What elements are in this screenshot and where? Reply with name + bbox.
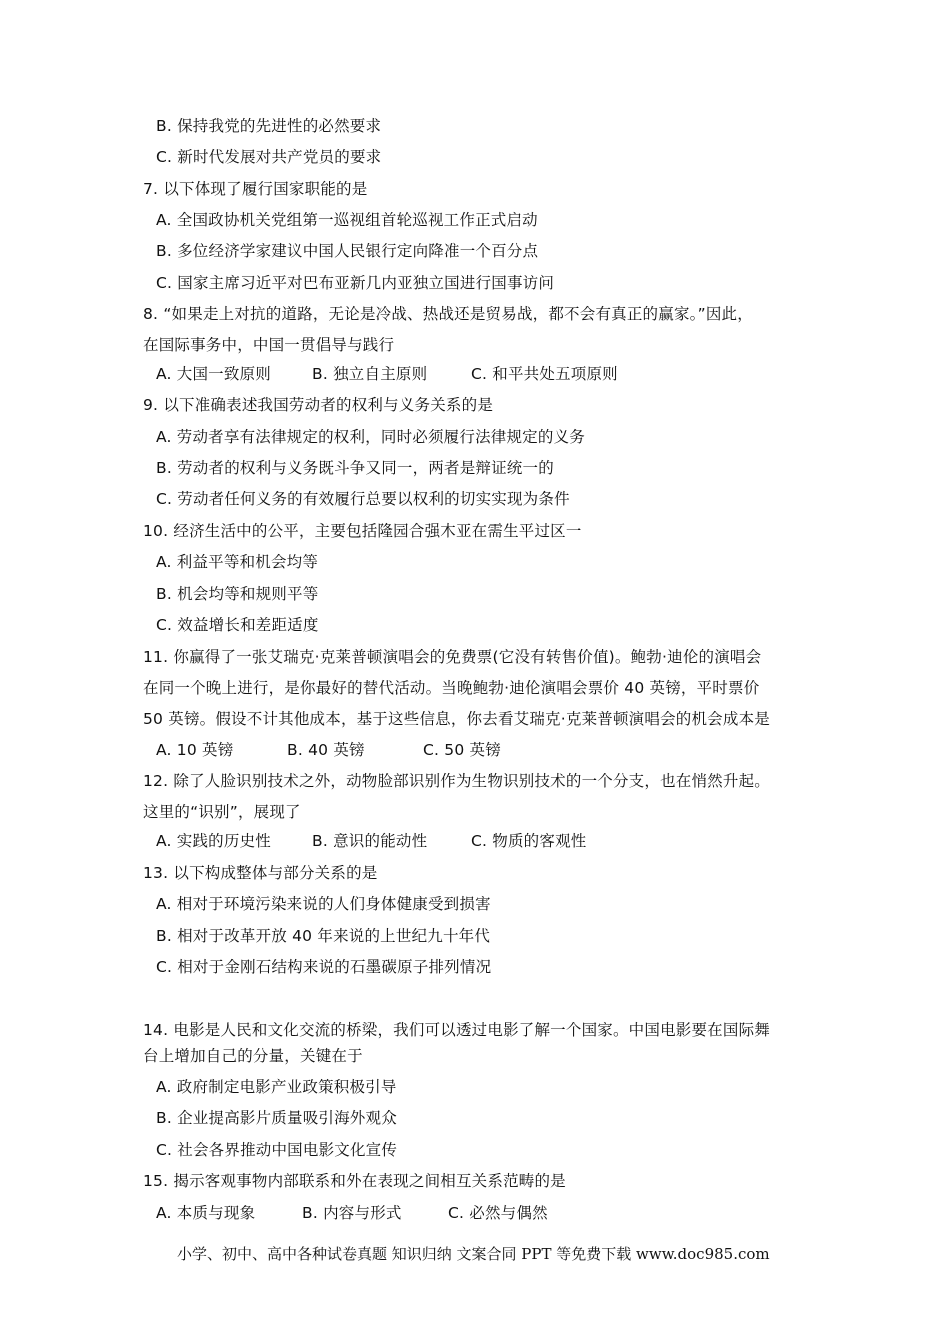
q11-option-a: A. 10 英镑	[156, 741, 234, 759]
q14-stem-line1: 14. 电影是人民和文化交流的桥梁，我们可以透过电影了解一个国家。中国电影要在国际舞	[143, 1021, 770, 1039]
q15-option-a: A. 本质与现象	[156, 1204, 256, 1222]
q8-option-c: C. 和平共处五项原则	[471, 365, 618, 383]
q12-option-b: B. 意识的能动性	[312, 832, 428, 850]
q13-option-a: A. 相对于环境污染来说的人们身体健康受到损害	[156, 895, 491, 913]
q15-option-b: B. 内容与形式	[302, 1204, 402, 1222]
q7-stem: 7. 以下体现了履行国家职能的是	[143, 180, 368, 198]
q12-stem-line2: 这里的“识别”，展现了	[143, 803, 301, 821]
q12-stem-line1: 12. 除了人脸识别技术之外，动物脸部识别作为生物识别技术的一个分支，也在悄然升起。	[143, 772, 770, 790]
q12-option-a: A. 实践的历史性	[156, 832, 271, 850]
q12-option-c: C. 物质的客观性	[471, 832, 587, 850]
q14-stem-line2: 台上增加自己的分量，关键在于	[143, 1047, 363, 1065]
q8-option-a: A. 大国一致原则	[156, 365, 271, 383]
q10-option-b: B. 机会均等和规则平等	[156, 585, 319, 603]
q13-stem: 13. 以下构成整体与部分关系的是	[143, 864, 378, 882]
q7-option-b: B. 多位经济学家建议中国人民银行定向降准一个百分点	[156, 242, 539, 260]
q15-stem: 15. 揭示客观事物内部联系和外在表现之间相互关系范畴的是	[143, 1172, 566, 1190]
q11-option-c: C. 50 英镑	[423, 741, 501, 759]
page-footer: 小学、初中、高中各种试卷真题 知识归纳 文案合同 PPT 等免费下载 www.doc985.com	[177, 1245, 770, 1263]
q15-option-c: C. 必然与偶然	[448, 1204, 548, 1222]
q7-option-a: A. 全国政协机关党组第一巡视组首轮巡视工作正式启动	[156, 211, 538, 229]
q8-stem-line1: 8. “如果走上对抗的道路，无论是冷战、热战还是贸易战，都不会有真正的赢家。”因此，	[143, 305, 753, 323]
q9-option-b: B. 劳动者的权利与义务既斗争又同一，两者是辩证统一的	[156, 459, 554, 477]
q10-option-c: C. 效益增长和差距适度	[156, 616, 319, 634]
q13-option-c: C. 相对于金刚石结构来说的石墨碳原子排列情况	[156, 958, 492, 976]
q11-stem-line2: 在同一个晚上进行，是你最好的替代活动。当晚鲍勃·迪伦演唱会票价 40 英镑，平时票价	[143, 679, 760, 697]
q10-option-a: A. 利益平等和机会均等	[156, 553, 319, 571]
q13-option-b: B. 相对于改革开放 40 年来说的上世纪九十年代	[156, 927, 491, 945]
q9-option-c: C. 劳动者任何义务的有效履行总要以权利的切实实现为条件	[156, 490, 570, 508]
q11-stem-line1: 11. 你赢得了一张艾瑞克·克莱普顿演唱会的免费票(它没有转售价值)。鲍勃·迪伦的演唱会	[143, 648, 762, 666]
q8-stem-line2: 在国际事务中，中国一贯倡导与践行	[143, 336, 395, 354]
q6-option-c: C. 新时代发展对共产党员的要求	[156, 148, 382, 166]
q7-option-c: C. 国家主席习近平对巴布亚新几内亚独立国进行国事访问	[156, 274, 555, 292]
q11-stem-line3: 50 英镑。假设不计其他成本，基于这些信息，你去看艾瑞克·克莱普顿演唱会的机会成本是	[143, 710, 770, 728]
q14-option-b: B. 企业提高影片质量吸引海外观众	[156, 1109, 397, 1127]
q14-option-c: C. 社会各界推动中国电影文化宣传	[156, 1141, 398, 1159]
q10-stem: 10. 经济生活中的公平，主要包括隆园合强木亚在需生平过区一	[143, 522, 582, 540]
q11-option-b: B. 40 英镑	[287, 741, 365, 759]
q9-option-a: A. 劳动者享有法律规定的权利，同时必须履行法律规定的义务	[156, 428, 585, 446]
q6-option-b: B. 保持我党的先进性的必然要求	[156, 117, 382, 135]
q8-option-b: B. 独立自主原则	[312, 365, 428, 383]
q9-stem: 9. 以下准确表述我国劳动者的权利与义务关系的是	[143, 396, 494, 414]
q14-option-a: A. 政府制定电影产业政策积极引导	[156, 1078, 397, 1096]
